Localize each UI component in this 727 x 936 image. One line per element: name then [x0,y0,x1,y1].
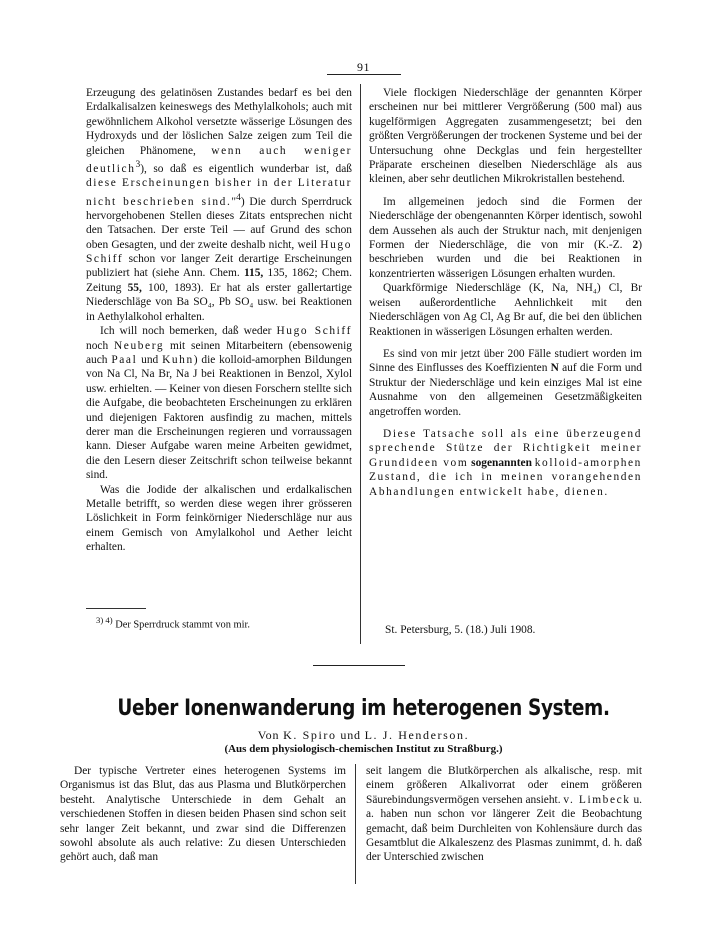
volume-number: 55, [127,281,142,294]
footnote [96,614,250,631]
left-column [86,86,352,555]
author-name: L. J. Henderson. [364,728,470,742]
coefficient-symbol: N [550,362,559,375]
left-paragraph-2: Ich will noch bemerken, daß weder Hugo Schiff noch Neuberg mit seinen Mitarbeitern (ebensowenig auch Paal und Kuhn) die kolloid-amorphen Bildungen von Na Cl, Na Br, Na J bei Reaktionen in Benzol, Xylol usw. erhielten. — Keiner von diesen Forschern stellte sich die Aufgabe, die beobachteten Erscheinungen zu erklären und diejenigen Faktoren ausfindig zu machen, mittels derer man die Erscheinungen regieren und vorraussagen kann. Dieser Aufgabe waren meine Arbeiten gewidmet, die den Lesern dieser Zeitschrift schon teilweise bekannt sind. [86,325,353,482]
left-paragraph-1: Erzeugung des gelatinösen Zustandes bedarf es bei den Erdalkalisalzen keineswegs des Methylalkohols; auch mit gewöhnlichem Alkohol versetzte wässerige Lösungen des Hydroxyds und der löslichen Salze zeigen zum Teil die gleichen Phänomene, wenn auch weniger deutlich$^3$), so daß es eigentlich wunderbar ist, daß diese Erscheinungen bisher in der Literatur nicht beschrieben sind."$^4$) Die durch Sperrdruck hervorgehobenen Stellen dieses Zitats entsprechen nicht den Tatsachen. Der erste Teil — auf Grund des schon oben Gesagten, und der zweite deshalb nicht, weil Hugo Schiff schon vor langer Zeit derartige Erscheinungen publiziert hat (siehe Ann. Chem. 115, 135, 1862; Chem. Zeitung 55, 100, 1893). Er hat als erster gallertartige Niederschläge von Ba SO₄, Pb SO₄ usw. bei Reaktionen in Aethylalkohol erhalten. [86,87,353,323]
right-column [369,86,642,499]
footnote-rule [86,608,146,609]
article-left-paragraph: Der typische Vertreter eines heterogenen Systems im Organismus ist das Blut, das aus Plasma und Blutkörperchen besteht. Analytische Unterschiede in dem Gehalt an verschiedenen Stoffen in diesen beiden Phasen sind schon seit sehr langer Zeit bekannt, und zwar sind die Differenzen sowohl absolute als auch relative: Zu diesen Unterschieden gehört auch, daß man [60,765,346,864]
author-name: Kuhn [162,353,194,366]
signoff: St. Petersburg, 5. (18.) Juli 1908. [385,624,536,636]
author-name: v. Limbeck [563,793,631,806]
right-paragraph-5: Diese Tatsache soll als eine überzeugend sprechende Stütze der Richtigkeit meiner Grundideen vom sogenannten kolloid-amorphen Zustand, die ich in meinen vorangehenden Abhandlungen entwickelt habe, dienen. [369,427,642,498]
author-name: Hugo Schiff [276,325,353,338]
right-paragraph-3: Quarkförmige Niederschläge (K, Na, NH₄) Cl, Br weisen außerordentliche Aehnlichkeit mit den Niederschlägen von Ag Cl, Ag Br auf, die bei den üblichen Reaktionen in wässerigen Lösungen erhalten werden. [369,282,642,338]
footnote-text: Der Sperrdruck stammt von mir. [115,619,250,631]
footnote-ref: 4 [236,192,241,203]
right-paragraph-2: Im allgemeinen jedoch sind die Formen der Niederschläge der obengenannten Körper identisch, sowohl dem Aussehen als auch der Struktur nach, mit denjenigen Formen der Niederschläge, die von mir (K.-Z. 2) beschrieben wurden und die bei Reaktionen in konzentrierten wässerigen Lösungen erhalten wurden. [369,195,643,280]
author-name: Neuberg [113,339,165,352]
article-right-column [366,764,642,865]
page-number: 91 [357,60,370,74]
article-authors: Von K. Spiro und L. J. Henderson. [257,728,470,742]
article-title: Ueber Ionenwanderung im heterogenen System. [117,696,610,721]
bold-emphasis: sogenannten [471,456,532,469]
author-name: Paal [111,353,138,366]
section-rule [313,665,405,666]
column-divider [360,84,361,644]
footnote-ref: 3 [135,160,141,171]
author-name: Hugo Schiff [86,238,353,266]
author-name: K. Spiro [283,728,337,742]
article-affiliation: (Aus dem physiologisch-chemischen Institut zu Straßburg.) [224,743,503,755]
footnote-marker: 3) 4) [96,615,113,625]
article-column-divider [355,764,356,884]
volume-number: 2 [632,239,639,252]
article-left-column [60,764,346,865]
article-right-paragraph: seit langem die Blutkörperchen als alkalische, resp. mit einem größeren Alkalivorrat oder einem größeren Säurebindungsvermögen versehen ansieht. v. Limbeck u. a. haben nun schon vor längerer Zeit die Beobachtung gemacht, daß beim Durchleiten von Kohlensäure durch das Gesamtblut die Alkaleszenz des Plasmas zunimmt, d. h. daß der Unterschied zwischen [366,765,642,864]
header-rule [327,74,401,75]
volume-number: 115, [243,267,264,280]
left-paragraph-3: Was die Jodide der alkalischen und erdalkalischen Metalle betrifft, so werden diese wegen ihrer grösseren Löslichkeit in Form feinkörniger Niederschläge nur aus einem Gemisch von Amylalkohol und Aether leicht erhalten. [86,483,352,554]
right-paragraph-1: Viele flockigen Niederschläge der genannten Körper erscheinen nur bei mittlerer Vergrößerung (500 mal) aus kugelförmigen Aggregaten zusammengesetzt; bei den größten Vergrößerungen der trockenen Systeme und bei der Untersuchung ohne Deckglas und fein hergestellter Präparate erscheinen dieselben Niederschläge als aus kleinen, aber sehr deutlichen Mikrokristallen bestehend. [369,87,642,186]
spaced-emphasis: wenn auch weniger deutlich [86,144,352,175]
right-paragraph-4: Es sind von mir jetzt über 200 Fälle studiert worden im Sinne des Einflusses des Koeffizienten N auf die Form und Struktur der Niederschläge und kein einziges Mal ist eine Ausnahme von den allgemeinen Gesetzmäßigkeiten angetroffen worden. [369,347,642,418]
spaced-emphasis: diese Erscheinungen bisher in der Literatur nicht beschrieben sind. [86,177,352,208]
